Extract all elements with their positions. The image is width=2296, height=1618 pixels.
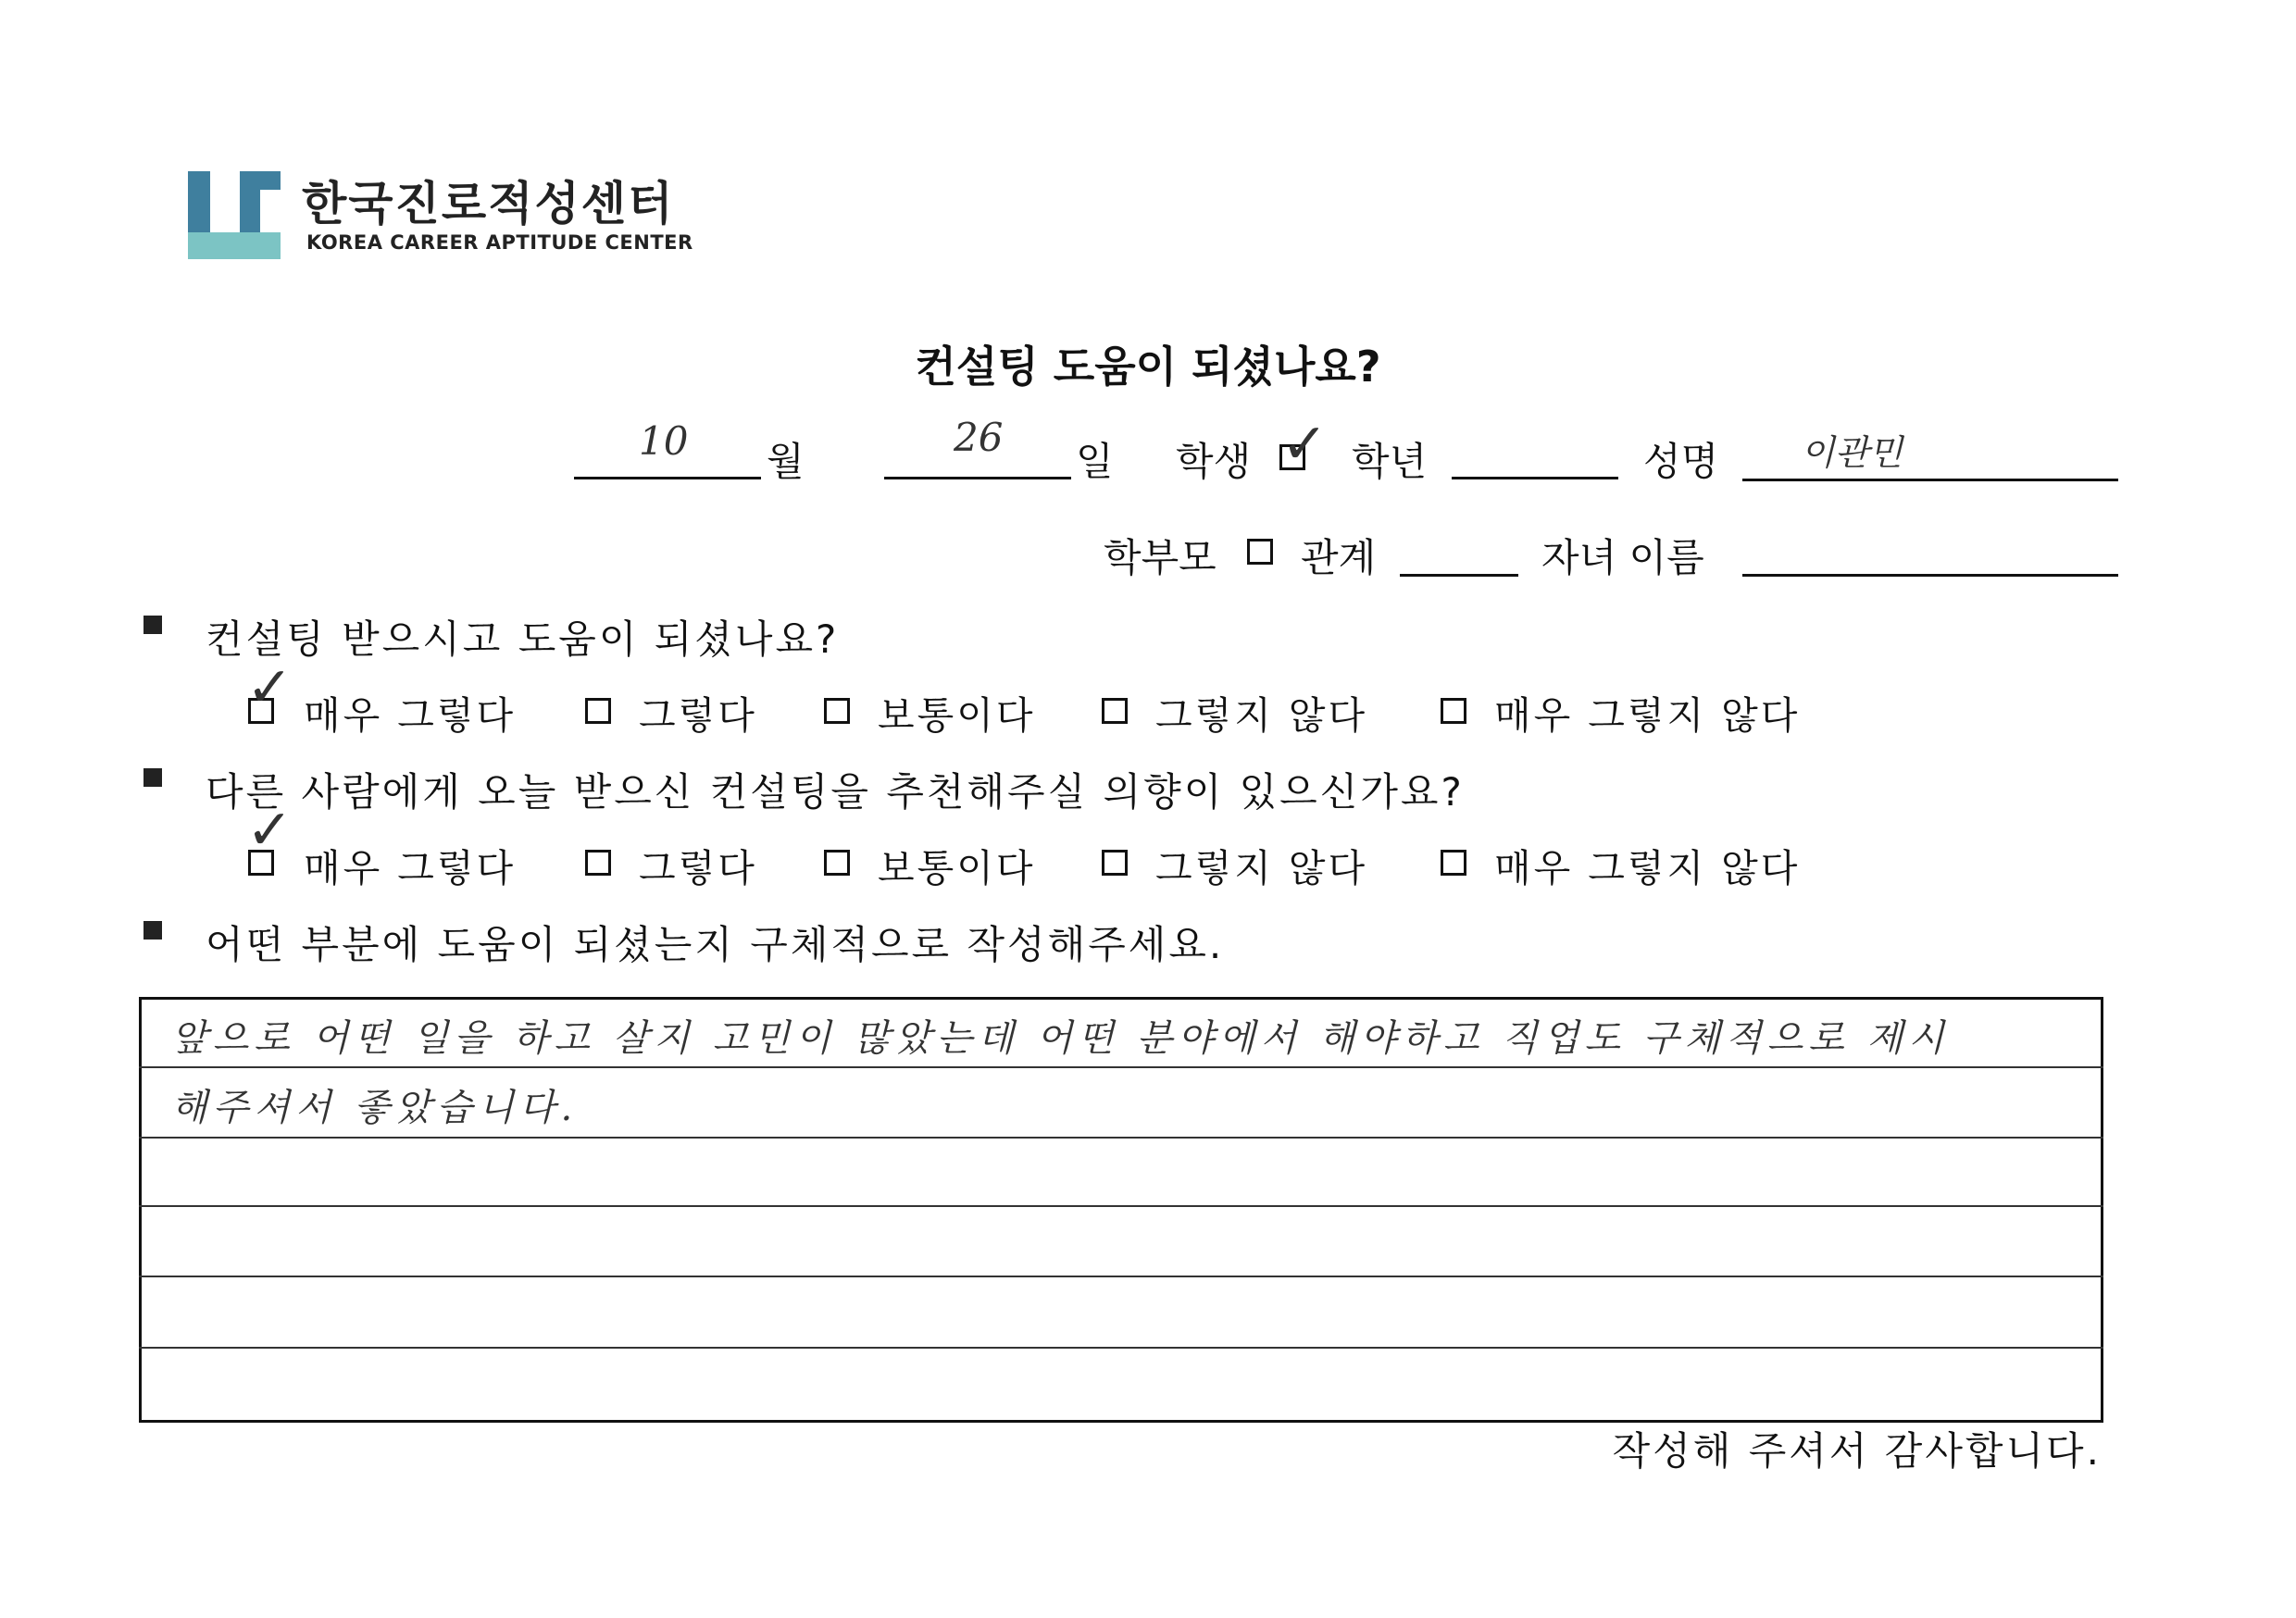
q1-option-2-label: 그렇다 xyxy=(639,693,757,738)
q1-option-4-label: 그렇지 않다 xyxy=(1155,693,1368,738)
question-1-text: 컨설팅 받으시고 도움이 되셨나요? xyxy=(206,616,840,662)
answer-row-line xyxy=(139,1066,2103,1068)
parent-label: 학부모 xyxy=(1104,535,1217,580)
question-3-text: 어떤 부분에 도움이 되셨는지 구체적으로 작성해주세요. xyxy=(206,922,1225,967)
student-label: 학생 xyxy=(1176,439,1252,484)
name-label: 성명 xyxy=(1643,439,1719,484)
q2-option-4-label: 그렇지 않다 xyxy=(1155,846,1368,890)
q1-option-3-checkbox[interactable] xyxy=(824,698,850,724)
answer-row-line xyxy=(139,1205,2103,1207)
q2-check-mark: ✓ xyxy=(246,798,293,863)
question-bullet xyxy=(144,768,162,787)
q1-option-5-checkbox[interactable] xyxy=(1441,698,1466,724)
form-title: 컨설팅 도움이 되셨나요? xyxy=(915,342,1381,392)
question-bullet xyxy=(144,921,162,940)
child-name-label: 자녀 이름 xyxy=(1541,535,1704,580)
q1-option-2-checkbox[interactable] xyxy=(585,698,611,724)
q1-option-1-label: 매우 그렇다 xyxy=(304,693,517,738)
answer-line-1[interactable]: 앞으로 어떤 일을 하고 살지 고민이 많았는데 어떤 분야에서 해야하고 직업도 구체적으로 제시 xyxy=(171,1017,1950,1060)
answer-row-line xyxy=(139,1276,2103,1277)
closing-message: 작성해 주셔서 감사합니다. xyxy=(1612,1428,2102,1474)
name-value[interactable]: 이관민 xyxy=(1801,432,1903,473)
name-field-line xyxy=(1742,479,2118,481)
grade-label: 학년 xyxy=(1352,439,1428,484)
month-field-line xyxy=(574,477,761,479)
answer-row-line xyxy=(139,1137,2103,1139)
q1-option-5-label: 매우 그렇지 않다 xyxy=(1494,693,1801,738)
q2-option-4-checkbox[interactable] xyxy=(1102,850,1128,876)
q1-check-mark: ✓ xyxy=(246,655,293,720)
day-field-line xyxy=(884,477,1071,479)
logo-name-korean: 한국진로적성센터 xyxy=(302,177,675,230)
q2-option-5-checkbox[interactable] xyxy=(1441,850,1466,876)
month-value[interactable]: 10 xyxy=(639,418,689,464)
day-label: 일 xyxy=(1076,439,1114,484)
child-name-field-line[interactable] xyxy=(1742,574,2118,577)
q1-option-3-label: 보통이다 xyxy=(878,693,1036,738)
question-bullet xyxy=(144,616,162,634)
q1-option-4-checkbox[interactable] xyxy=(1102,698,1128,724)
relation-field-line[interactable] xyxy=(1400,574,1518,577)
parent-checkbox[interactable] xyxy=(1247,539,1273,565)
answer-row-line xyxy=(139,1347,2103,1349)
month-label: 월 xyxy=(767,439,805,484)
q2-option-5-label: 매우 그렇지 않다 xyxy=(1494,846,1801,890)
q2-option-2-label: 그렇다 xyxy=(639,846,757,890)
question-2-text: 다른 사람에게 오늘 받으신 컨설팅을 추천해주실 의향이 있으신가요? xyxy=(206,769,1465,815)
relation-label: 관계 xyxy=(1301,535,1377,580)
logo-name-english: KOREA CAREER APTITUDE CENTER xyxy=(306,231,693,254)
day-value[interactable]: 26 xyxy=(954,415,1004,460)
q2-option-3-label: 보통이다 xyxy=(878,846,1036,890)
student-check-mark: ✓ xyxy=(1281,412,1329,477)
q2-option-3-checkbox[interactable] xyxy=(824,850,850,876)
logo-mark xyxy=(188,171,281,259)
q2-option-1-label: 매우 그렇다 xyxy=(304,846,517,890)
q2-option-2-checkbox[interactable] xyxy=(585,850,611,876)
answer-line-2[interactable]: 해주셔서 좋았습니다. xyxy=(171,1087,579,1129)
grade-field-line[interactable] xyxy=(1452,477,1618,479)
